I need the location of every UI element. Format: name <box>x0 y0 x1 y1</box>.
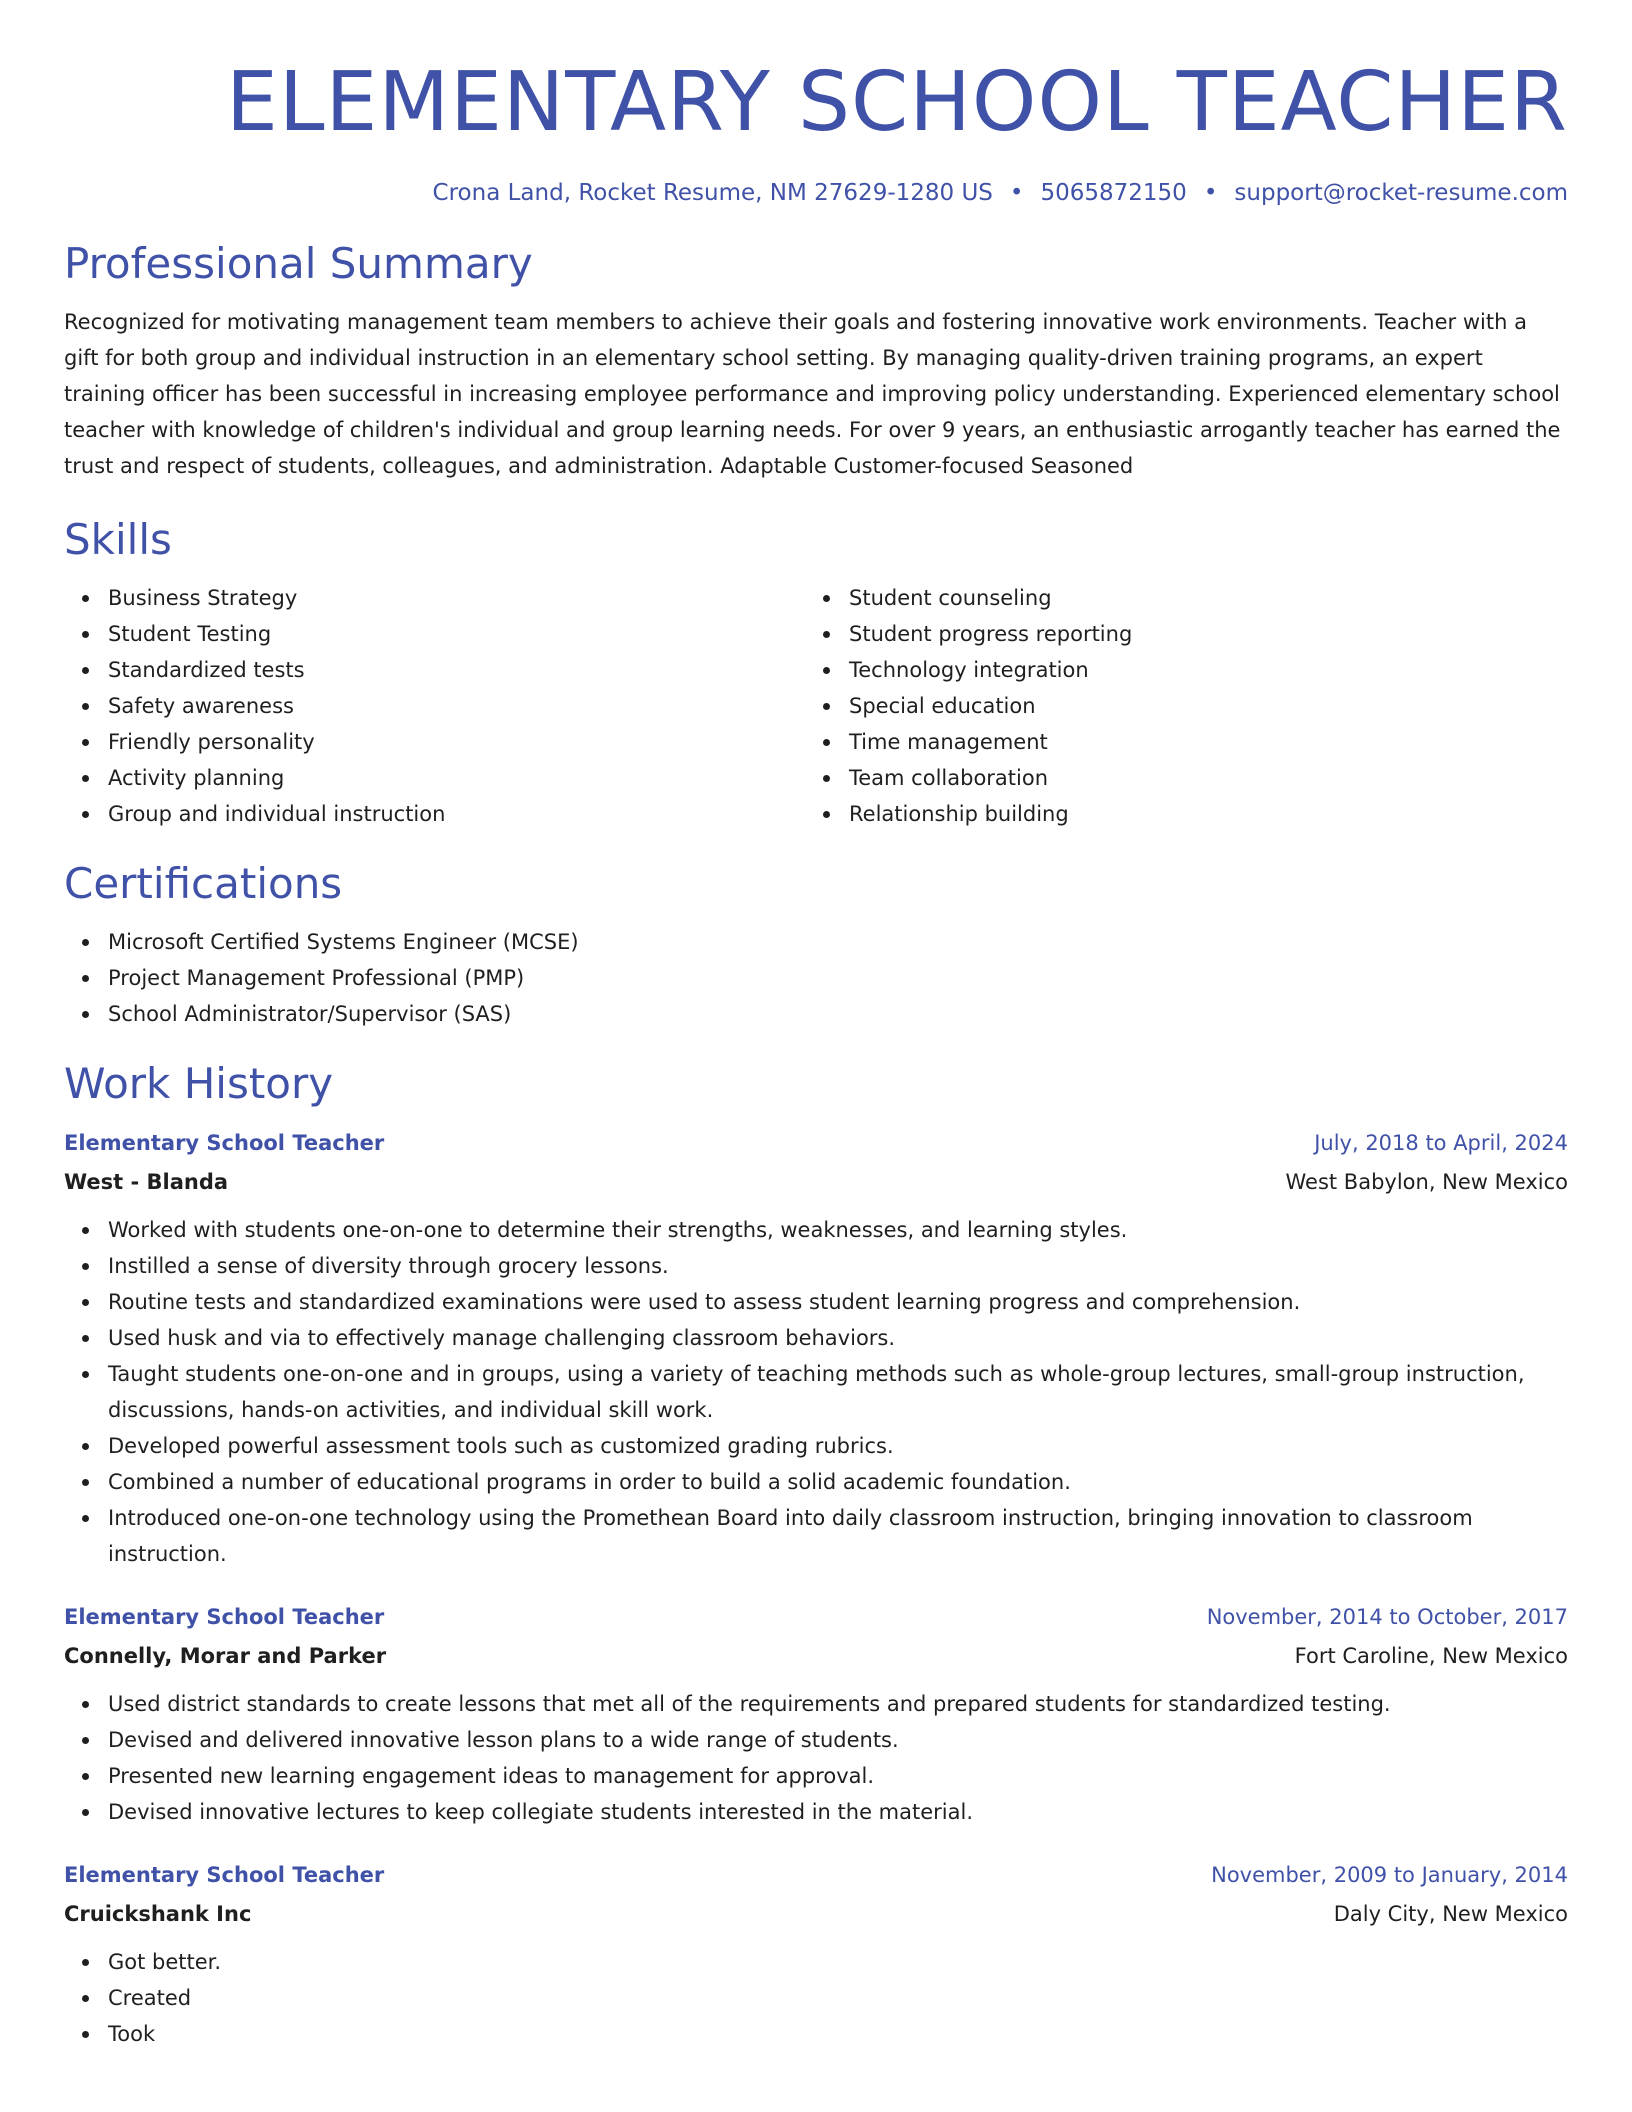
job-bullets <box>64 1944 1568 2052</box>
job-bullet: Worked with students one-on-one to determine their strengths, weaknesses, and learning styles. <box>64 1212 1568 1248</box>
skill-item: Special education <box>805 688 1546 724</box>
skill-item: Group and individual instruction <box>64 796 805 832</box>
job-dates: July, 2018 to April, 2024 <box>1314 1131 1568 1155</box>
skills-list-left <box>64 580 805 832</box>
skill-item: Student Testing <box>64 616 805 652</box>
job-entry <box>64 1598 1568 1830</box>
skill-item: Safety awareness <box>64 688 805 724</box>
job-entry <box>64 1856 1568 2052</box>
skills-columns <box>64 580 1568 832</box>
contact-phone: 5065872150 <box>1040 180 1187 206</box>
contact-address: Crona Land, Rocket Resume, NM 27629-1280 US <box>432 180 993 206</box>
job-bullet: Got better. <box>64 1944 1568 1980</box>
job-bullet: Developed powerful assessment tools such as customized grading rubrics. <box>64 1428 1568 1464</box>
skills-list-right <box>805 580 1546 832</box>
contact-email: support@rocket-resume.com <box>1234 180 1568 206</box>
certifications-list <box>64 924 1568 1032</box>
job-header <box>64 1856 1568 1894</box>
job-bullet: Created <box>64 1980 1568 2016</box>
certification-item: Project Management Professional (PMP) <box>64 960 1568 996</box>
job-subheader <box>64 1636 1568 1676</box>
job-subheader <box>64 1894 1568 1934</box>
job-bullet: Took <box>64 2016 1568 2052</box>
job-bullet: Devised and delivered innovative lesson plans to a wide range of students. <box>64 1722 1568 1758</box>
job-subheader <box>64 1162 1568 1202</box>
skill-item: Activity planning <box>64 760 805 796</box>
job-bullet: Presented new learning engagement ideas to management for approval. <box>64 1758 1568 1794</box>
skills-heading: Skills <box>64 515 172 564</box>
job-bullets <box>64 1212 1568 1572</box>
contact-line <box>64 176 1568 210</box>
job-location: Fort Caroline, New Mexico <box>1294 1644 1568 1668</box>
summary-heading: Professional Summary <box>64 239 533 288</box>
job-bullets <box>64 1686 1568 1830</box>
job-company: Cruickshank Inc <box>64 1902 252 1926</box>
skill-item: Team collaboration <box>805 760 1546 796</box>
job-bullet: Used district standards to create lessons that met all of the requirements and prepared students for standardized testing. <box>64 1686 1568 1722</box>
skill-item: Student progress reporting <box>805 616 1546 652</box>
skill-item: Time management <box>805 724 1546 760</box>
job-title: Elementary School Teacher <box>64 1131 385 1155</box>
skill-item: Relationship building <box>805 796 1546 832</box>
job-entry <box>64 1124 1568 1572</box>
job-dates: November, 2014 to October, 2017 <box>1206 1605 1568 1629</box>
job-header <box>64 1598 1568 1636</box>
skill-item: Student counseling <box>805 580 1546 616</box>
contact-separator: • <box>1203 180 1218 206</box>
job-bullet: Devised innovative lectures to keep collegiate students interested in the material. <box>64 1794 1568 1830</box>
skill-item: Friendly personality <box>64 724 805 760</box>
certification-item: Microsoft Certified Systems Engineer (MCSE) <box>64 924 1568 960</box>
certification-item: School Administrator/Supervisor (SAS) <box>64 996 1568 1032</box>
job-header <box>64 1124 1568 1162</box>
job-dates: November, 2009 to January, 2014 <box>1211 1863 1568 1887</box>
skills-section <box>64 510 1568 832</box>
job-bullet: Used husk and via to effectively manage challenging classroom behaviors. <box>64 1320 1568 1356</box>
skill-item: Business Strategy <box>64 580 805 616</box>
summary-text: Recognized for motivating management team members to achieve their goals and fostering innovative work environments. Teacher with a gift for both group and individual instruction in an elementary school setting. By managing quality-driven training programs, an expert training officer has been successful in increasing employee performance and improving policy understanding. Experienced elementary school teacher with knowledge of children's individual and group learning needs. For over 9 years, an enthusiastic arrogantly teacher has earned the trust and respect of students, colleagues, and administration. Adaptable Customer-focused Seasoned <box>64 310 1561 478</box>
job-bullet: Routine tests and standardized examinations were used to assess student learning progress and comprehension. <box>64 1284 1568 1320</box>
certifications-heading: Certifications <box>64 859 343 908</box>
job-title: Elementary School Teacher <box>64 1863 385 1887</box>
summary-section <box>64 234 1568 484</box>
job-location: Daly City, New Mexico <box>1333 1902 1568 1926</box>
work-history-section <box>64 1054 1568 2052</box>
job-company: Connelly, Morar and Parker <box>64 1644 387 1668</box>
contact-separator: • <box>1009 180 1024 206</box>
skill-item: Standardized tests <box>64 652 805 688</box>
job-title: Elementary School Teacher <box>64 1605 385 1629</box>
job-bullet: Instilled a sense of diversity through grocery lessons. <box>64 1248 1568 1284</box>
skill-item: Technology integration <box>805 652 1546 688</box>
work-history-heading: Work History <box>64 1059 334 1108</box>
job-location: West Babylon, New Mexico <box>1285 1170 1568 1194</box>
job-bullet: Introduced one-on-one technology using the Promethean Board into daily classroom instruction, bringing innovation to classroom instruction. <box>64 1500 1568 1572</box>
job-bullet: Taught students one-on-one and in groups, using a variety of teaching methods such as whole-group lectures, small-group instruction, discussions, hands-on activities, and individual skill work. <box>64 1356 1568 1428</box>
certifications-section <box>64 854 1568 1032</box>
job-company: West - Blanda <box>64 1170 229 1194</box>
resume-name: ELEMENTARY SCHOOL TEACHER <box>226 55 1568 150</box>
job-bullet: Combined a number of educational programs in order to build a solid academic foundation. <box>64 1464 1568 1500</box>
